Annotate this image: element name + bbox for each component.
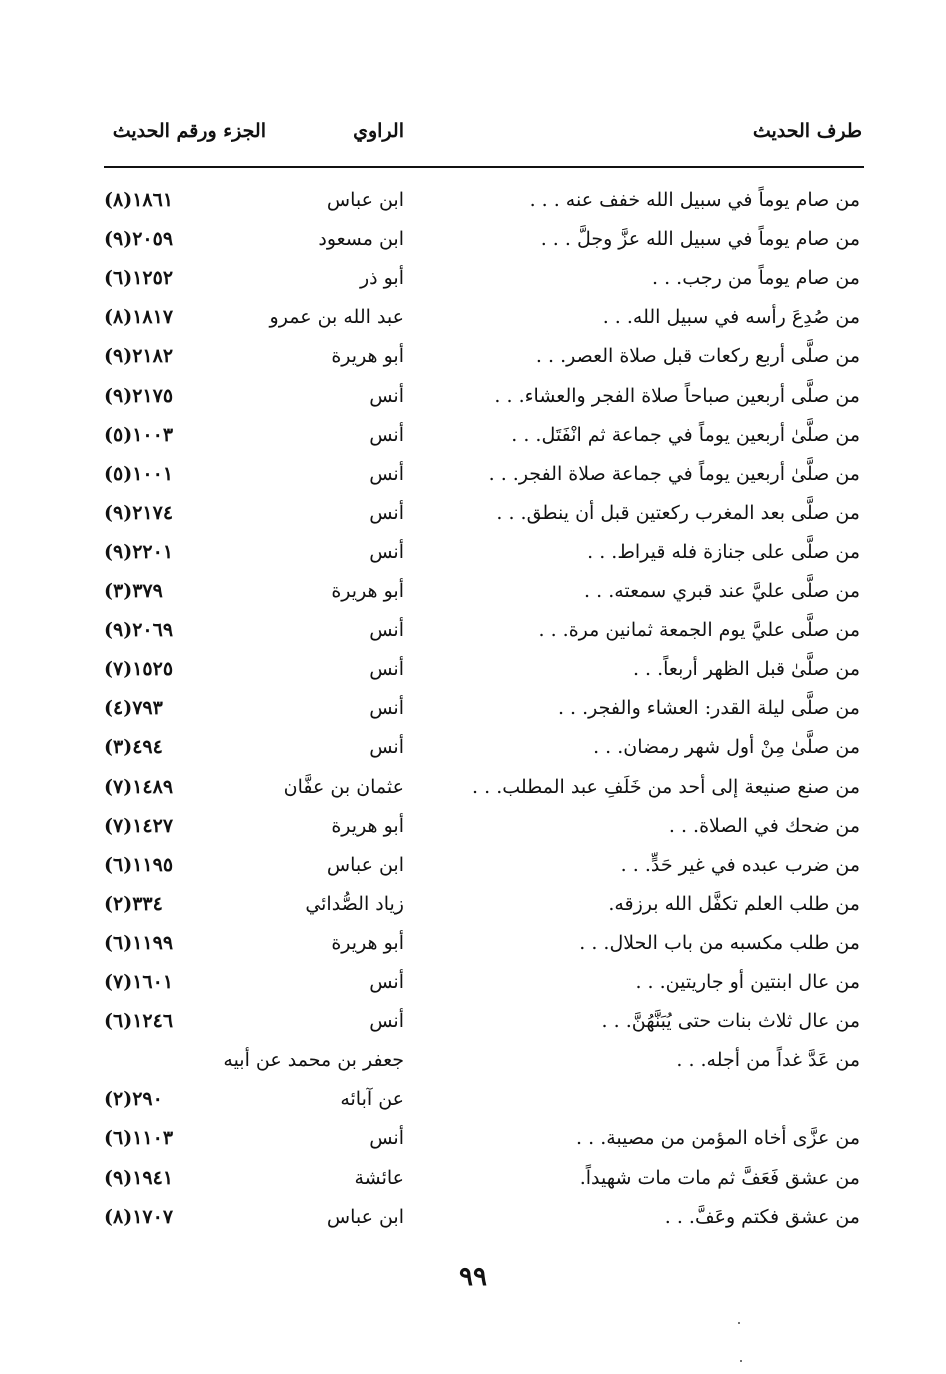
hadith-reference: ٢١٧٥(٩) (104, 385, 174, 407)
table-row (0, 962, 946, 1001)
hadith-text: من صلَّىٰ أربعين يوماً في جماعة ثم انْفَتَل. . . (511, 424, 860, 446)
hadith-text: من صام يوماً في سبيل الله عزَّ وجلَّ . . . (540, 228, 860, 250)
narrator-name: عثمان بن عفَّان (283, 776, 404, 798)
table-row (0, 571, 946, 610)
hadith-reference: ١٥٢٥(٧) (104, 658, 174, 680)
narrator-name: أنس (369, 971, 404, 993)
hadith-reference: ١٧٠٧(٨) (104, 1206, 174, 1228)
hadith-reference: ١٨١٧(٨) (104, 306, 174, 328)
hadith-reference: ٣٧٩(٣) (104, 580, 163, 602)
scan-speck (738, 1322, 740, 1324)
table-row (0, 610, 946, 649)
hadith-text: من طلب مكسبه من باب الحلال. . . (579, 932, 860, 954)
hadith-text: من صلَّىٰ قبل الظهر أربعاً. . . (632, 658, 860, 680)
narrator-name: أنس (369, 658, 404, 680)
column-header-reference: الجزء ورقم الحديث (112, 120, 266, 142)
table-row (0, 297, 946, 336)
hadith-text: من عشق فكتم وعَفَّ. . . (664, 1206, 860, 1228)
table-row (0, 1158, 946, 1197)
narrator-name: أنس (369, 424, 404, 446)
hadith-reference: ١١٠٣(٦) (104, 1127, 174, 1149)
hadith-text: من ضحك في الصلاة. . . (668, 815, 860, 837)
narrator-name: أبو هريرة (331, 580, 404, 602)
hadith-reference: ١٤٢٧(٧) (104, 815, 174, 837)
hadith-reference: ٢٢٠١(٩) (104, 541, 174, 563)
narrator-name: عائشة (354, 1167, 404, 1189)
hadith-text: من صنع صنيعة إلى أحد من خَلَفِ عبد المطلب. . . (472, 776, 860, 798)
narrator-name: جعفر بن محمد عن أبيه (223, 1049, 404, 1071)
hadith-reference: ١٠٠٣(٥) (104, 424, 174, 446)
narrator-name: أنس (369, 736, 404, 758)
hadith-text: من صلَّىٰ مِنْ أول شهر رمضان. . . (593, 736, 860, 758)
hadith-text: من ضرب عبده في غير حَدٍّ. . . (620, 854, 860, 876)
narrator-name: أنس (369, 502, 404, 524)
narrator-name: أنس (369, 541, 404, 563)
hadith-text: من صُدِعَ رأسه في سبيل الله. . . (602, 306, 860, 328)
hadith-reference: ٢١٨٢(٩) (104, 345, 174, 367)
narrator-name: أنس (369, 1127, 404, 1149)
table-row (0, 649, 946, 688)
table-row (0, 1197, 946, 1236)
hadith-reference: ١٨٦١(٨) (104, 189, 174, 211)
narrator-name: ابن عباس (326, 854, 404, 876)
hadith-reference: ١١٩٥(٦) (104, 854, 174, 876)
table-row (0, 727, 946, 766)
narrator-name: زياد الصُّدائي (305, 893, 404, 915)
hadith-reference: ٧٩٣(٤) (104, 697, 163, 719)
hadith-text: من صلَّى عليَّ عند قبري سمعته. . . (584, 580, 860, 602)
hadith-text: من عشق فَعَفَّ ثم مات مات شهيداً. (579, 1167, 860, 1189)
table-row (0, 767, 946, 806)
hadith-reference: ١٢٥٢(٦) (104, 267, 174, 289)
table-row (0, 688, 946, 727)
table-row (0, 336, 946, 375)
narrator-name: أبو هريرة (331, 932, 404, 954)
table-row (0, 415, 946, 454)
hadith-reference: ١٦٠١(٧) (104, 971, 174, 993)
table-row (0, 845, 946, 884)
narrator-name: أنس (369, 385, 404, 407)
table-row (0, 1079, 946, 1118)
column-header-hadith: طرف الحديث (752, 120, 862, 142)
hadith-reference: ١٢٤٦(٦) (104, 1010, 174, 1032)
narrator-name: عن آبائه (340, 1088, 404, 1110)
hadith-reference: ٤٩٤(٣) (104, 736, 163, 758)
hadith-text: من صلَّى على جنازة فله قيراط. . . (587, 541, 860, 563)
narrator-name: أنس (369, 697, 404, 719)
table-row (0, 806, 946, 845)
hadith-text: من صلَّى أربعين صباحاً صلاة الفجر والعشاء. . . (494, 385, 860, 407)
hadith-text: من صام يوماً من رجب. . . (652, 267, 860, 289)
hadith-text: من عَدَّ غداً من أجله. . . (676, 1049, 860, 1071)
table-row (0, 923, 946, 962)
table-row (0, 376, 946, 415)
narrator-name: أبو هريرة (331, 345, 404, 367)
hadith-text: من صلَّى ليلة القدر: العشاء والفجر. . . (557, 697, 860, 719)
hadith-text: من صلَّى عليَّ يوم الجمعة ثمانين مرة. . . (538, 619, 860, 641)
table-row (0, 884, 946, 923)
table-row (0, 454, 946, 493)
narrator-name: أبو ذر (359, 267, 404, 289)
scan-speck (740, 1360, 742, 1362)
table-row (0, 493, 946, 532)
narrator-name: أبو هريرة (331, 815, 404, 837)
header-divider (104, 166, 864, 168)
table-row (0, 532, 946, 571)
narrator-name: ابن عباس (326, 189, 404, 211)
hadith-reference: ١١٩٩(٦) (104, 932, 174, 954)
table-row (0, 219, 946, 258)
table-row (0, 180, 946, 219)
column-header-narrator: الراوي (353, 120, 404, 142)
hadith-reference: ١٤٨٩(٧) (104, 776, 174, 798)
hadith-text: من صلَّى بعد المغرب ركعتين قبل أن ينطق. . . (496, 502, 860, 524)
narrator-name: ابن مسعود (318, 228, 404, 250)
hadith-text: من عال ثلاث بنات حتى يُبَنَّهُنَّ. . . (601, 1010, 860, 1032)
hadith-text: من عال ابنتين أو جاريتين. . . (635, 971, 860, 993)
hadith-text: من عزَّى أخاه المؤمن من مصيبة. . . (576, 1127, 860, 1149)
hadith-reference: ٢٠٦٩(٩) (104, 619, 174, 641)
hadith-reference: ١٩٤١(٩) (104, 1167, 174, 1189)
hadith-reference: ٣٣٤(٢) (104, 893, 163, 915)
hadith-reference: ٢١٧٤(٩) (104, 502, 174, 524)
narrator-name: ابن عباس (326, 1206, 404, 1228)
table-row (0, 1001, 946, 1040)
narrator-name: عبد الله بن عمرو (269, 306, 404, 328)
hadith-text: من صام يوماً في سبيل الله خفف عنه . . . (529, 189, 860, 211)
table-row (0, 1118, 946, 1157)
hadith-reference: ١٠٠١(٥) (104, 463, 174, 485)
hadith-text: من صلَّىٰ أربعين يوماً في جماعة صلاة الفجر. . . (488, 463, 860, 485)
page-number: ٩٩ (459, 1262, 487, 1292)
hadith-reference: ٢٩٠(٢) (104, 1088, 163, 1110)
hadith-text: من طلب العلم تكفَّل الله برزقه. (608, 893, 860, 915)
narrator-name: أنس (369, 1010, 404, 1032)
narrator-name: أنس (369, 619, 404, 641)
narrator-name: أنس (369, 463, 404, 485)
hadith-reference: ٢٠٥٩(٩) (104, 228, 174, 250)
table-row (0, 1040, 946, 1079)
hadith-text: من صلَّى أربع ركعات قبل صلاة العصر. . . (535, 345, 860, 367)
table-row (0, 258, 946, 297)
